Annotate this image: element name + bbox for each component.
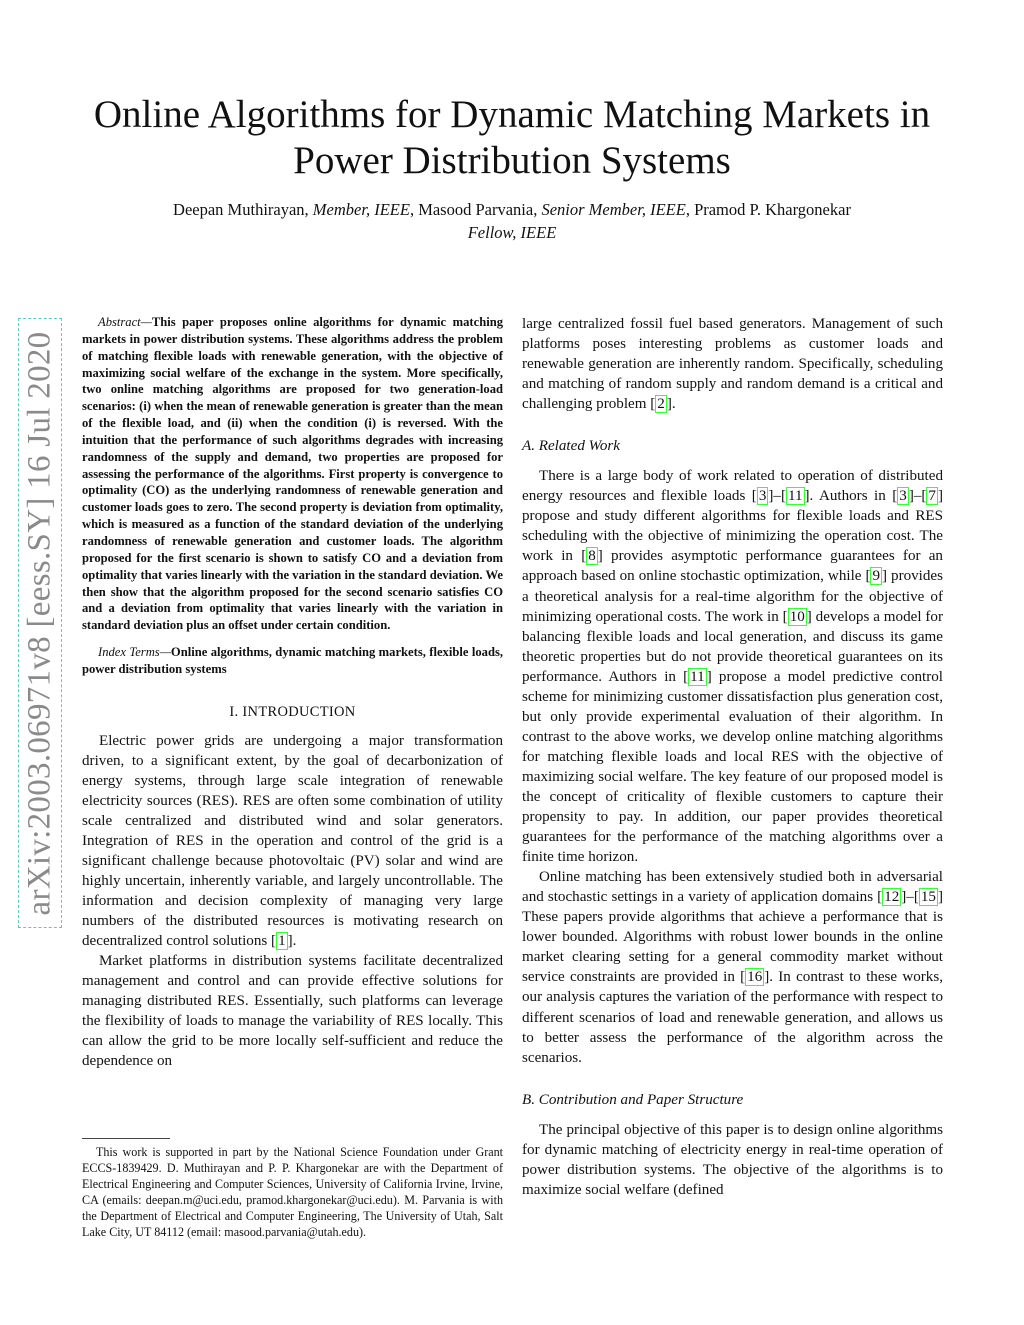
author-3-role: Fellow, IEEE [467,223,557,242]
footnote-divider [82,1138,170,1139]
intro-paragraph-1: Electric power grids are undergoing a major transformation driven, to a significant extent, by the goal of decarbonization of energy systems, through large scale integration of renewable electricity sources (RES). RES are often some combination of utility scale centralized and distributed wind and solar generators. Integration of RES in the operation and control of the grid is a significant challenge because photovoltaic (PV) solar and wind are highly uncertain, inherently variable, and largely uncontrollable. The information and decision complexity of managing very large numbers of the distributed resources is motivating research on decentralized control solutions [ 1 ]. [82,732,503,950]
citation-link[interactable]: 12 [884,889,900,906]
right-column [522,314,943,1200]
abstract-lead: Abstract— [98,315,152,329]
author-1-role: Member, IEEE [312,200,410,219]
author-2-role: Senior Member, IEEE [541,200,686,219]
related-work-paragraph-2: Online matching has been extensively studied both in adversarial and stochastic settings in a variety of application domains [ 12 ]–[ 15 ] These papers provide algorithms that achieve a performance that is lower bounded. Algorithms with robust lower bounds in the online market clearing setting for a general commodity market without service constraints are provided in [ 16 ]. In contrast to these works, our analysis captures the variation of the performance with respect to different scenarios of load and renewable generation, and allows us to better assess the performance of the algorithm across the scenarios. [522,869,943,1066]
author-3: , Pramod P. Khargonekar [685,200,851,219]
abstract-text: This paper proposes online algorithms for dynamic matching markets in power distribution systems. These algorithms address the problem of matching flexible loads with renewable generation, with the objective of maximizing social welfare of the exchange in the system. More specifically, two online matching algorithms are proposed for two generation-load scenarios: (i) when the mean of renewable generation is greater than the mean of the flexible load, and (ii) when the condition (i) is reversed. With the intuition that the performance of such algorithms degrades with increasing randomness of the supply and demand, two properties are proposed for assessing the performance of the algorithms. First property is convergence to optimality (CO) as the underlying randomness of renewable generation and customer loads goes to zero. The second property is deviation from optimality, which is measured as a function of the standard deviation of the underlying randomness of renewable generation and customer loads. The algorithm proposed for the first scenario is shown to satisfy CO and a deviation from optimality that varies linearly with the variation in the standard deviation. We then show that the algorithm proposed for the second scenario satisfies CO and a deviation from optimality that varies linearly with the variation in standard deviation plus an offset under certain condition. [82,315,503,633]
author-list [60,198,964,244]
citation-link[interactable]: 15 [920,889,936,906]
intro-paragraph-2: Market platforms in distribution systems facilitate decentralized management and control and can provide effective solutions for managing distributed RES. Essentially, such platforms can leverage the flexibility of loads to manage the variability of RES locally. This can allow the grid to be more locally self-sufficient and reduce the dependence on [82,953,503,1070]
citation-link[interactable]: 3 [899,488,907,505]
arxiv-stamp [18,318,62,928]
citation-link[interactable]: 16 [747,969,763,986]
index-terms [82,644,503,678]
citation-link[interactable]: 10 [789,608,805,625]
citation-link[interactable]: 11 [787,488,803,505]
footnote: This work is supported in part by the National Science Foundation under Grant ECCS-1839429. D. Muthirayan and P. P. Khargonekar are with the Department of Electrical Engineering and Computer Sciences, University of California Irvine, Irvine, CA (emails: deepan.m@uci.edu, pramod.khargonekar@uci.edu). M. Parvania is with the Department of Electrical and Computer Engineering, The University of Utah, Salt Lake City, UT 84112 (email: masood.parvania@utah.edu). [82,1145,503,1239]
author-2: , Masood Parvania, [409,200,542,219]
arxiv-id: arXiv:2003.06971v8 [eess.SY] 16 Jul 2020 [21,331,58,915]
citation-link[interactable]: 3 [758,488,767,505]
paper-title: Online Algorithms for Dynamic Matching Markets in Power Distribution Systems [93,93,931,182]
index-terms-lead: Index Terms— [98,645,171,660]
author-1: Deepan Muthirayan, [173,200,313,219]
contribution-paragraph-1: The principal objective of this paper is to design online algorithms for dynamic matching of electricity energy in real-time operation of power distribution systems. The objective of the algorithms is to maximize social welfare (defined [522,1121,943,1198]
index-terms-text: Online algorithms, dynamic matching markets, flexible loads, power distribution systems [82,645,503,676]
citation-link[interactable]: 2 [657,396,665,413]
intro-paragraph-2-continued: large centralized fossil fuel based generators. Management of such platforms poses interesting problems as customer loads and renewable generation are inherently random. Specifically, scheduling and matching of random supply and random demand is a critical and challenging problem [ 2 ]. [522,316,943,413]
citation-link[interactable]: 8 [588,548,596,565]
subsection-heading-related-work: A. Related Work [522,438,620,455]
left-column [82,314,503,1072]
citation-link[interactable]: 9 [872,568,881,585]
related-work-paragraph-1: There is a large body of work related to operation of distributed energy resources and flexible loads [ 3 ]–[ 11 ]. Authors in [ 3 ]–[ 7 ] propose and study different algorithms for flexible loads and RES scheduling with the objective of minimizing the operation cost. The work in [ 8 ] provides asymptotic performance guarantees for an approach based on online stochastic optimization, while [ 9 ] provides a theoretical analysis for a real-time algorithm for the objective of minimizing operational costs. The work in [ 10 ] develops a model for balancing flexible loads and local generation, and discuss its game theoretic properties but do not provide theoretical guarantees on its performance. Authors in [ 11 ] propose a model predictive control scheme for minimizing customer dissatisfaction plus generation cost, but only provide experimental evaluation of their algorithm. In contrast to the above works, we develop online matching algorithms for matching flexible loads and local RES with the objective of maximizing social welfare. The key feature of our proposed model is the concept of criticality of flexible customers to capture their propensity to pay. In addition, our paper provides theoretical guarantees for the performance of the matching algorithms over a finite time horizon. [522,468,943,866]
citation-link[interactable]: 11 [690,668,705,685]
citation-link[interactable]: 7 [928,488,936,505]
abstract [82,314,503,634]
section-heading-introduction: I. INTRODUCTION [229,703,356,720]
subsection-heading-contribution: B. Contribution and Paper Structure [522,1091,744,1108]
citation-link[interactable]: 1 [278,933,286,950]
